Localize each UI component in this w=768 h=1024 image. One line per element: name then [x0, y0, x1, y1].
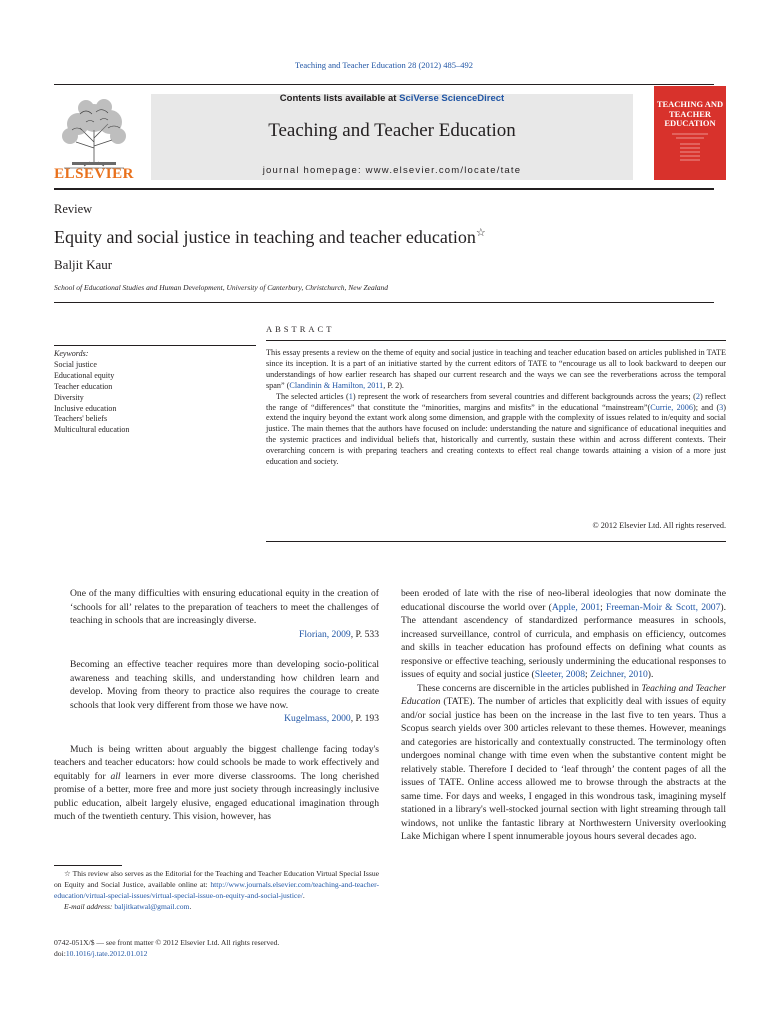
citation-link[interactable]: Clandinin & Hamilton, 2011 [289, 380, 384, 390]
body-column-left [54, 587, 379, 824]
sciencedirect-link[interactable]: SciVerse ScienceDirect [399, 93, 505, 104]
citation-link[interactable]: Kugelmass, 2000 [284, 713, 351, 724]
journal-homepage[interactable]: journal homepage: www.elsevier.com/locate/tate [262, 165, 522, 176]
email-link[interactable]: baljitkatwal@gmail.com [114, 902, 190, 911]
keyword-item: Social justice [54, 359, 97, 369]
citation-link[interactable]: Zeichner, 2010 [590, 669, 648, 680]
keyword-item: Multicultural education [54, 425, 130, 435]
footnote-paragraph: ☆ This review also serves as the Editorial for the Teaching and Teacher Education Virtual Special Issue on Equity and Social Justice, available online at: http://www.journals.elsevier.com/teaching-and-teacher-education/virtual-special-issues/virtual-special-issue-on-equity-and-social-justice/. [54, 869, 379, 900]
author-name[interactable]: Baljit Kaur [54, 257, 113, 272]
affiliation-rule [54, 302, 714, 303]
author-affiliation: School of Educational Studies and Human Development, University of Canterbury, Christchurch, New Zealand [54, 283, 389, 292]
abstract-body [266, 348, 726, 468]
header-top-rule [54, 84, 714, 85]
citation-link[interactable]: Apple, 2001 [551, 601, 601, 613]
epigraph-quote: Becoming an effective teacher requires more than developing socio-political awareness and teaching skills, and understanding how children learn and develop. Moving from theory to practice also requires the courage to create schools that look very different from those we have now. [70, 659, 379, 711]
list-number-link[interactable]: 2 [695, 391, 700, 401]
journal-name[interactable]: Teaching and Teacher Education [268, 120, 516, 141]
abstract-paragraph: This essay presents a review on the theme of equity and social justice in teaching and teacher education based on articles published in TATE since its inception. It is a part of an initiative started by the current editors of TATE to “encourage us all to look backward to deepen our understandings of how earlier research has shaped our current research and the ways we can see the reverberations across the temporal span” (Clandinin & Hamilton, 2011, P. 2). [266, 348, 726, 390]
keyword-item: Educational equity [54, 370, 115, 380]
keyword-item: Inclusive education [54, 403, 117, 413]
footnote-rule [54, 865, 122, 866]
cover-title: TEACHING AND TEACHER EDUCATION [656, 99, 724, 128]
article-title [54, 226, 486, 248]
front-matter [54, 937, 379, 959]
abstract-top-rule [266, 340, 726, 341]
header-bottom-rule [54, 188, 714, 190]
list-number-link[interactable]: 3 [719, 402, 724, 412]
abstract-paragraph: The selected articles (1) represent the work of researchers from several countries and different backgrounds across the years; (2) reflect the range of “differences” that constitute the “minorities, margins and misfits” in the educational “mainstream”(Currie, 2006); and (3) extend the inquiry beyond the extant work along some dimension, and grapple with the complexity of issues related to in/equity and social justice. The main themes that the authors have focused on include: understanding the nature and significance of educational inequities and the systemic practices and individual beliefs that, historically and currently, sustain these within and across different contexts. Their overarching concern is with preparing teachers and creating contexts to effect real change towards attaining a vision of a more just education and society. [266, 391, 726, 467]
journal-citation[interactable]: Teaching and Teacher Education 28 (2012) 485–492 [294, 60, 474, 70]
epigraph-source: Florian, 2009, P. 533 [299, 628, 379, 640]
body-paragraph: Much is being written about arguably the biggest challenge facing today's teachers and teacher educators: how could schools be made to work effectively and equitably for all learners in ever more diverse classrooms. The long cherished promise of a better, more free and more just society through increasingly inclusive public education, albeit largely elusive, engaged educational imagination through much of the twentieth century. This vision, however, has [54, 743, 380, 822]
keyword-item: Teachers' beliefs [54, 414, 108, 424]
citation-link[interactable]: Freeman-Moir & Scott, 2007 [606, 601, 721, 613]
virtual-issue-link[interactable]: http://www.journals.elsevier.com/teaching-and-teacher-education/virtual-special-issues/virtual-special-issue-on-equity-and-social-justice/ [54, 880, 379, 900]
keyword-item: Diversity [54, 392, 84, 402]
article-type: Review [54, 202, 93, 216]
footnote-star-icon: ☆ [64, 869, 71, 878]
doi-link[interactable]: 10.1016/j.tate.2012.01.012 [65, 949, 148, 958]
footnote-email: E-mail address: baljitkatwal@gmail.com. [64, 902, 192, 911]
epigraph-quote: One of the many difficulties with ensuring educational equity in the creation of ‘schools for all’ relates to the preparation of teachers to meet the challenges of teaching in schools that are increasingly diverse. [70, 588, 379, 626]
citation-link[interactable]: Currie, 2006 [650, 402, 693, 412]
citation-link[interactable]: Florian, 2009 [299, 628, 351, 640]
cover-decoration [662, 130, 718, 170]
body-paragraph: These concerns are discernible in the articles published in Teaching and Teacher Education (TATE). The number of articles that explicitly deal with issues of equity and/or social justice has been on the increase in the last five to ten years. Thus a Scopus search yields over 300 articles relevant to these themes. However, meanings and categories are historically and contextually constructed. The terminology often undergoes nominal change with time even when the substantive content might be relatively stable. Therefore I decided to ‘leaf through’ the content pages of all the issues of TATE. Online access allowed me to browse through the abstracts at the same time. For days and weeks, I engaged in this wondrous task, imagining myself stationed in a library's well-stocked journal section with light streaming through tall windows, not unlike the fantastic library at Northwestern University overlooking Lake Michigan where I spent innumerable joyous hours several decades ago. [401, 682, 726, 842]
body-column-right [401, 587, 726, 844]
contents-availability [151, 93, 633, 104]
article-title-text: Equity and social justice in teaching and teacher education [54, 227, 476, 247]
keywords-block [54, 349, 256, 436]
footnote-block [54, 868, 379, 912]
keyword-item: Teacher education [54, 381, 113, 391]
body-paragraph: been eroded of late with the rise of neo-liberal ideologies that now dominate the educational discourse the world over (Apple, 2001; Freeman-Moir & Scott, 2007). The attendant ascendency of standardized performance measures in schools, increased surveillance, control of curricula, and emphasis on efficiency, outcomes and skills in teacher education has profound effects on defining what counts as responsive or effective teaching, seriously undermining the educational responses to issues of equity and social justice (Sleeter, 2008; Zeichner, 2010). [401, 588, 726, 680]
keywords-rule [54, 345, 256, 346]
citation-link[interactable]: Sleeter, 2008 [534, 669, 586, 680]
issn-line: 0742-051X/$ — see front matter © 2012 Elsevier Ltd. All rights reserved. [54, 938, 280, 947]
title-footnote-star-icon[interactable]: ☆ [475, 227, 486, 239]
list-number-link[interactable]: 1 [348, 391, 353, 401]
doi-line: doi:10.1016/j.tate.2012.01.012 [54, 949, 148, 958]
abstract-copyright: © 2012 Elsevier Ltd. All rights reserved. [592, 521, 726, 530]
contents-prefix: Contents lists available at [279, 93, 400, 104]
elsevier-wordmark[interactable]: ELSEVIER [54, 166, 134, 182]
keywords-label: Keywords: [54, 349, 89, 358]
abstract-heading: ABSTRACT [266, 324, 335, 334]
abstract-bottom-rule [266, 541, 726, 542]
epigraph-source: Kugelmass, 2000, P. 193 [284, 713, 379, 724]
